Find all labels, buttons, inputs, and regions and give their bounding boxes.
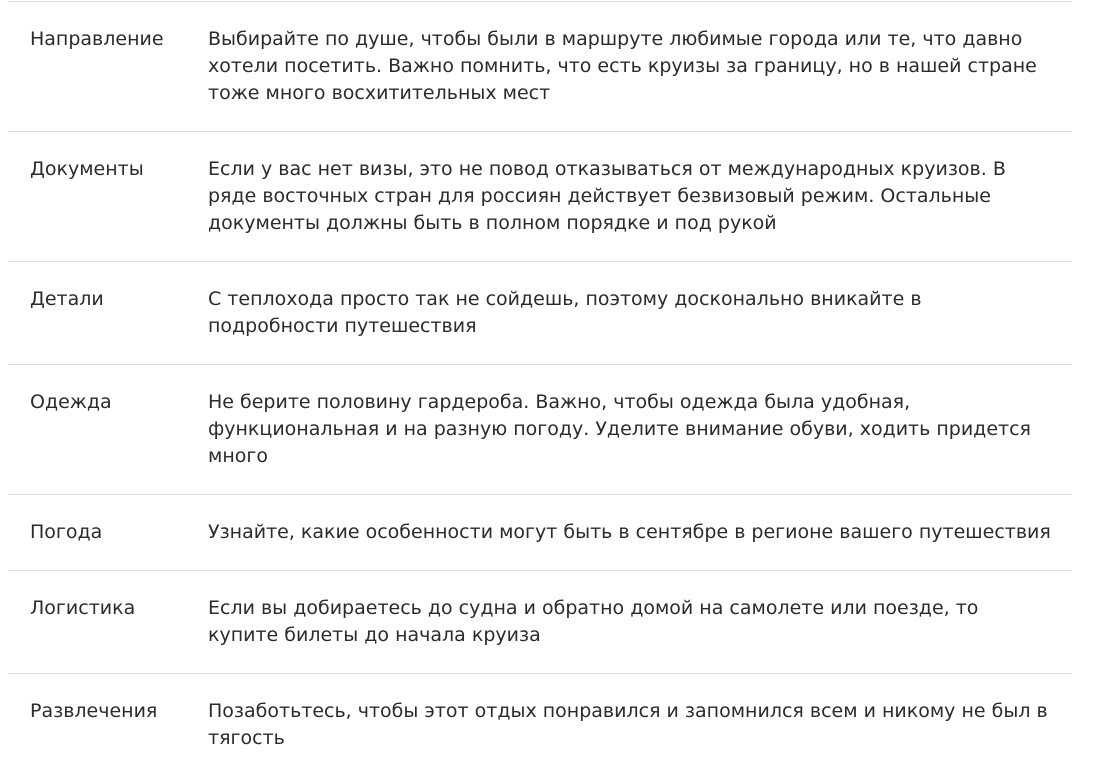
- table-row: [8, 571, 1072, 674]
- row-description: Если вы добираетесь до судна и обратно домой на самолете или поезде, то купите билеты до начала круиза: [208, 571, 1072, 674]
- row-description: Не берите половину гардероба. Важно, чтобы одежда была удобная, функциональная и на разную погоду. Уделите внимание обуви, ходить придется много: [208, 365, 1072, 495]
- cruise-tips-table: [8, 1, 1072, 772]
- row-description: Выбирайте по душе, чтобы были в маршруте любимые города или те, что давно хотели посетить. Важно помнить, что есть круизы за границу, но в нашей стране тоже много восхитительных мест: [208, 2, 1072, 132]
- row-label: Детали: [8, 262, 208, 365]
- row-description: Если у вас нет визы, это не повод отказываться от международных круизов. В ряде восточных стран для россиян действует безвизовый режим. Остальные документы должны быть в полном порядке и под рукой: [208, 132, 1072, 262]
- row-label: Одежда: [8, 365, 208, 495]
- row-label: Направление: [8, 2, 208, 132]
- table-row: [8, 132, 1072, 262]
- row-label: Развлечения: [8, 674, 208, 772]
- table-row: [8, 262, 1072, 365]
- table-row: [8, 2, 1072, 132]
- table-row: [8, 495, 1072, 571]
- row-label: Погода: [8, 495, 208, 571]
- row-description: Узнайте, какие особенности могут быть в сентябре в регионе вашего путешествия: [208, 495, 1072, 571]
- table-row: [8, 365, 1072, 495]
- table-row: [8, 674, 1072, 772]
- row-description: С теплохода просто так не сойдешь, поэтому досконально вникайте в подробности путешествия: [208, 262, 1072, 365]
- row-label: Логистика: [8, 571, 208, 674]
- row-label: Документы: [8, 132, 208, 262]
- row-description: Позаботьтесь, чтобы этот отдых понравился и запомнился всем и никому не был в тягость: [208, 674, 1072, 772]
